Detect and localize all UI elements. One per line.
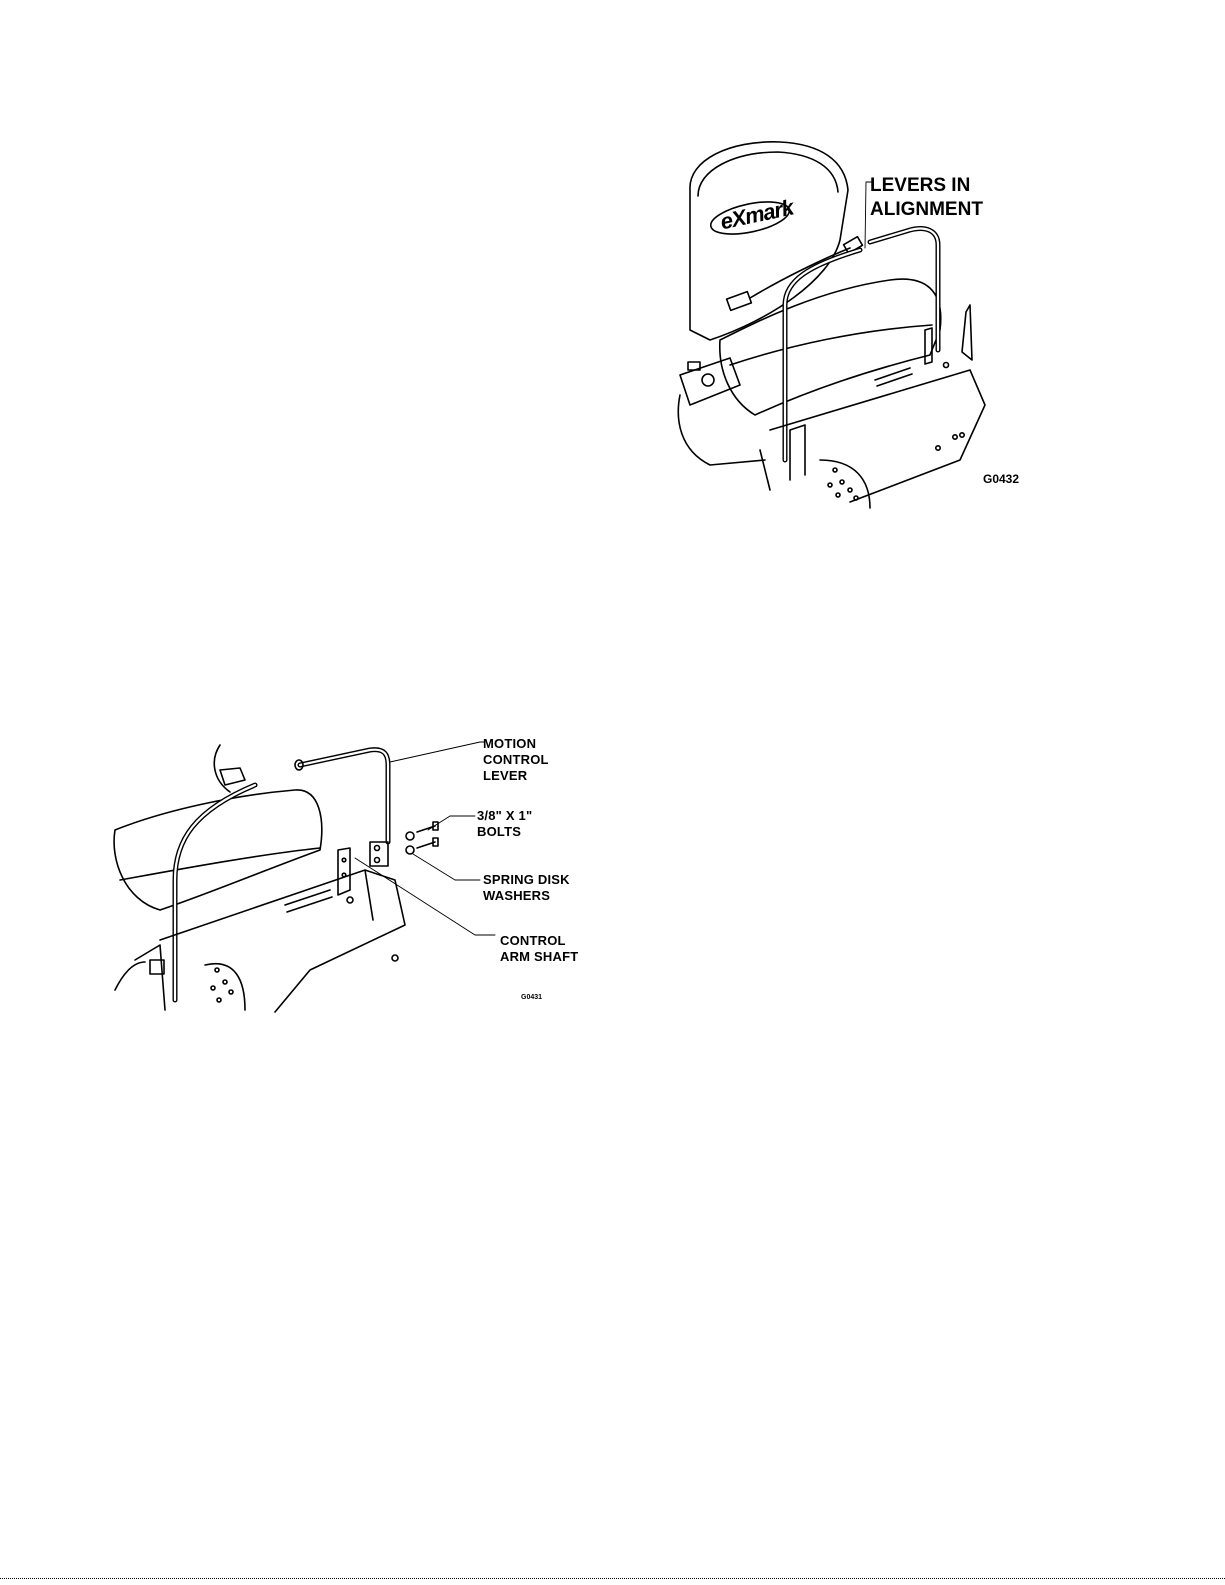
- callout-control-arm-shaft: [500, 933, 578, 965]
- figure-code: G0431: [521, 994, 543, 1001]
- callout-line: ALIGNMENT: [870, 199, 983, 220]
- callout-line: 3/8" X 1": [477, 808, 533, 823]
- page-bottom-rule: [0, 1578, 1225, 1579]
- callout-levers-in-alignment: [870, 174, 983, 222]
- callout-line: LEVERS IN: [870, 175, 971, 196]
- callout-line: LEVER: [483, 768, 528, 783]
- figure-levers-alignment: [670, 130, 1030, 510]
- figure-code: G0432: [983, 472, 1020, 486]
- callout-spring-disk-washers: [483, 872, 570, 904]
- callout-bolts: [477, 808, 532, 840]
- callout-line: CONTROL: [500, 933, 566, 948]
- seat-logo: eXmark: [718, 194, 796, 235]
- callout-line: ARM SHAFT: [500, 949, 579, 964]
- callout-line: SPRING DISK: [483, 872, 570, 887]
- callout-line: MOTION: [483, 736, 537, 751]
- callout-line: CONTROL: [483, 752, 549, 767]
- callout-motion-control-lever: [483, 736, 549, 784]
- figure-lever-installation: [105, 730, 595, 1015]
- callout-line: WASHERS: [483, 888, 551, 903]
- callout-line: BOLTS: [477, 824, 522, 839]
